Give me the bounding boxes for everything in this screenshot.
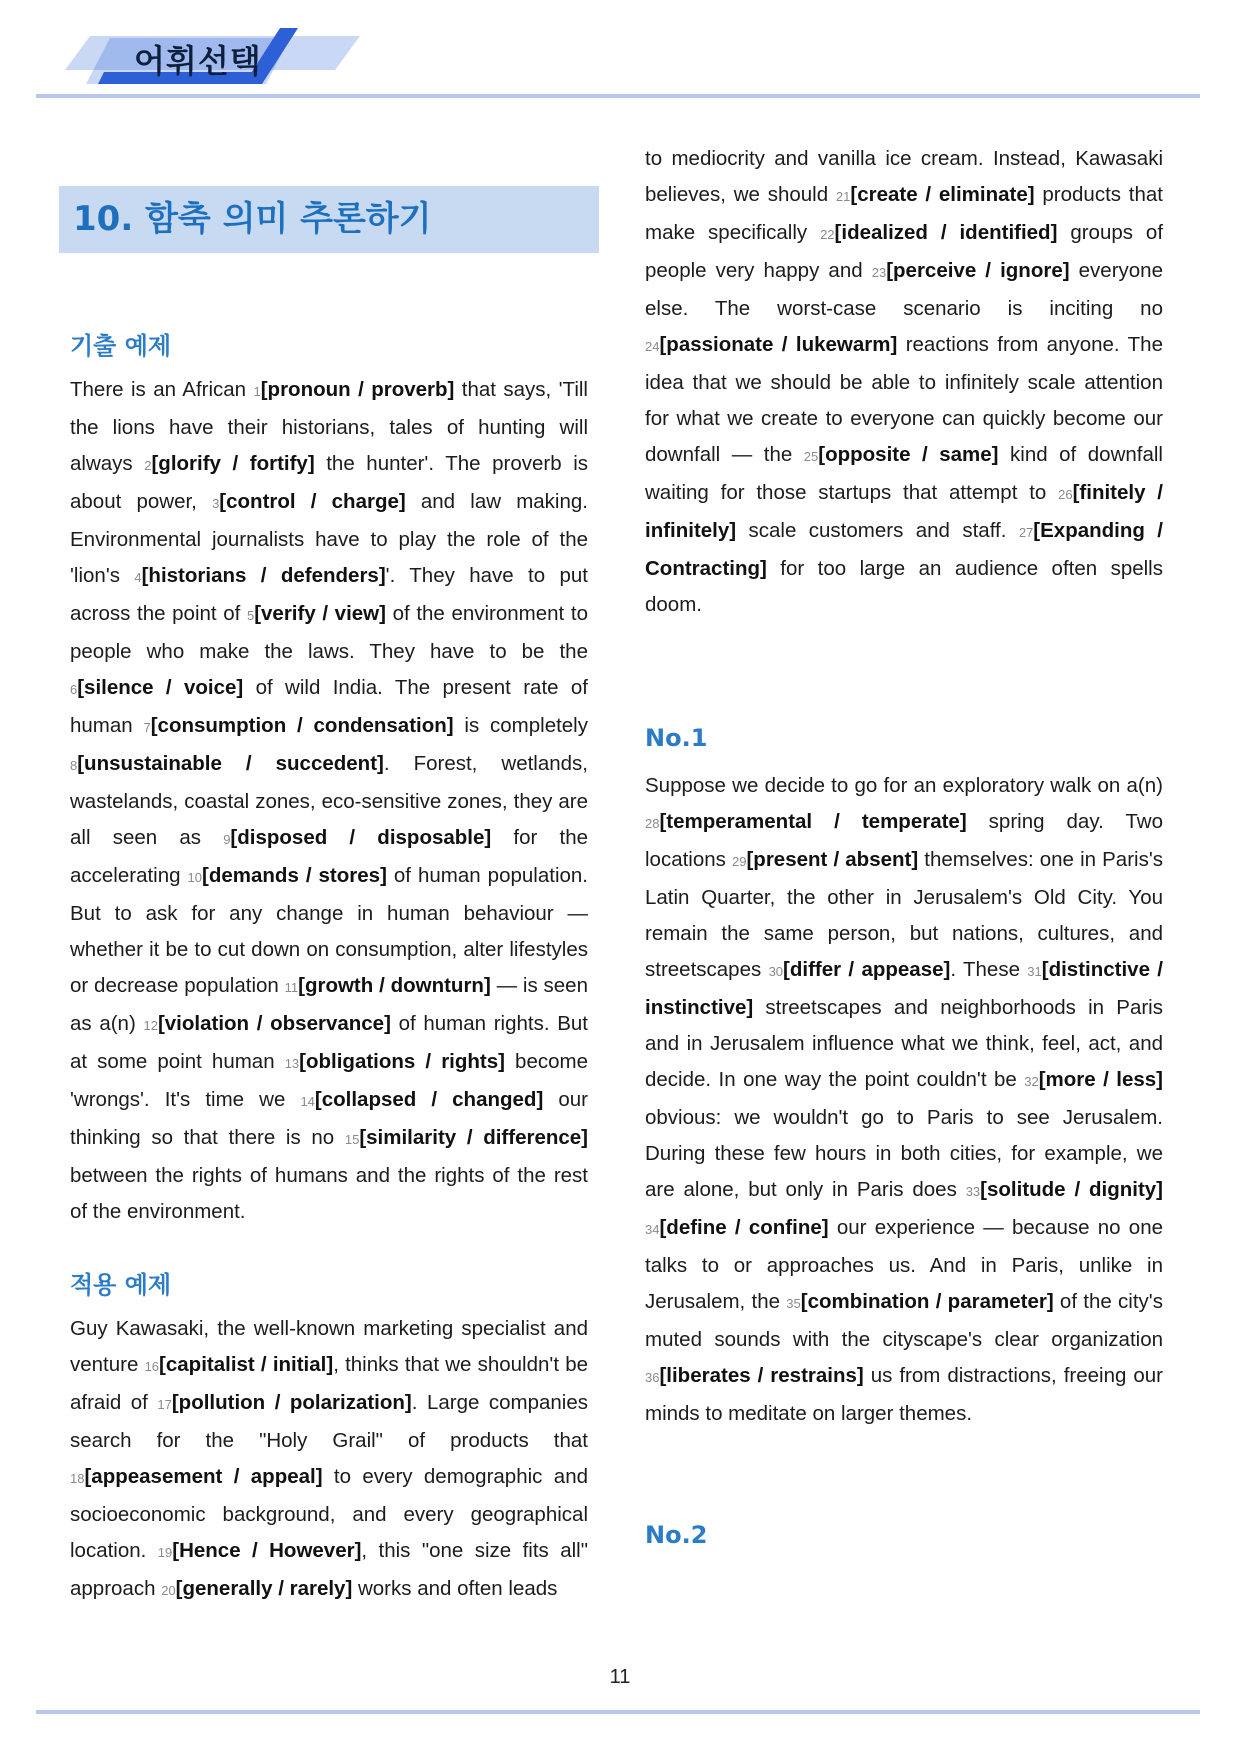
blank-number: 24 <box>645 339 660 354</box>
blank-number: 7 <box>143 720 151 735</box>
blank-number: 35 <box>786 1296 801 1311</box>
blank-number: 22 <box>820 227 835 242</box>
blank-number: 1 <box>253 384 261 399</box>
blank-number: 12 <box>143 1018 158 1033</box>
word-choice: [distinctive / instinctive] <box>645 958 1164 1019</box>
passage-right-2: Suppose we decide to go for an exploratory walk on a(n) 28[temperamental / temperate] spring day. Two locations 29[present / absent] themselves: one in Paris's Latin Quarter, the other in Jerusalem's Old City. You remain the same person, but nations, cultures, and streetscapes 30[differ / appease]. These 31[distinctive / instinctive] streetscapes and neighborhoods in Paris and in Jerusalem influence what we think, feel, act, and decide. In one way the point couldn't be 32[more / less] obvious: we wouldn't go to Paris to see Jerusalem. During these few hours in both cities, for example, we are alone, but only in Paris does 33[solitude / dignity] 34[define / confine] our experience — because no one talks to or approaches us. And in Paris, unlike in Jerusalem, the 35[combination / parameter] of the city's muted sounds with the cityscape's clear organization 36[liberates / restrains] us from distractions, freeing our minds to meditate on larger themes. <box>645 774 1164 1425</box>
word-choice: [appeasement / appeal] <box>84 1465 323 1488</box>
word-choice: [define / confine] <box>659 1216 829 1239</box>
blank-number: 31 <box>1027 964 1042 979</box>
blank-number: 18 <box>70 1471 85 1486</box>
header-label: 어휘선택 <box>134 42 262 80</box>
blank-number: 34 <box>645 1222 660 1237</box>
footer-rule <box>36 1710 1200 1714</box>
section-title: 10. 함축 의미 추론하기 <box>73 199 432 239</box>
word-choice: [combination / parameter] <box>800 1290 1054 1313</box>
word-choice: [liberates / restrains] <box>659 1364 864 1387</box>
page-number: 11 <box>609 1666 631 1688</box>
subhead-no1: No.1 <box>645 724 708 752</box>
section-title-box <box>59 186 599 253</box>
blank-number: 17 <box>157 1397 172 1412</box>
word-choice: [Hence / However] <box>172 1539 362 1562</box>
blank-number: 8 <box>70 758 78 773</box>
blank-number: 9 <box>223 832 231 847</box>
blank-number: 36 <box>645 1370 660 1385</box>
word-choice: [consumption / condensation] <box>150 714 454 737</box>
blank-number: 32 <box>1024 1074 1039 1089</box>
word-choice: [present / absent] <box>746 848 919 871</box>
word-choice: [generally / rarely] <box>175 1577 353 1600</box>
word-choice: [obligations / rights] <box>299 1050 505 1073</box>
word-choice: [more / less] <box>1038 1068 1163 1091</box>
blank-number: 5 <box>246 608 255 623</box>
blank-number: 25 <box>803 449 819 464</box>
blank-number: 15 <box>344 1132 360 1147</box>
word-choice: [control / charge] <box>219 490 406 513</box>
blank-number: 33 <box>965 1184 981 1199</box>
word-choice: [capitalist / initial] <box>159 1353 334 1376</box>
blank-number: 23 <box>871 265 887 280</box>
word-choice: [create / eliminate] <box>850 183 1035 206</box>
word-choice: [solitude / dignity] <box>980 1178 1164 1201</box>
word-choice: [Expanding / Contracting] <box>645 519 1164 580</box>
subhead-no2: No.2 <box>645 1521 708 1549</box>
passage-left-1: There is an African 1[pronoun / proverb] that says, 'Till the lions have their historians, tales of hunting will always 2[glorify / fortify] the hunter'. The proverb is about power, 3[control / charge] and law making. Environmental journalists have to play the role of the 'lion's 4[historians / defenders]'. They have to put across the point of 5[verify / view] of the environment to people who make the laws. They have to be the 6[silence / voice] of wild India. The present rate of human 7[consumption / condensation] is completely 8[unsustainable / succedent]. Forest, wetlands, wastelands, coastal zones, eco-sensitive zones, they are all seen as 9[disposed / disposable] for the accelerating 10[demands / stores] of human population. But to ask for any change in human behaviour — whether it be to cut down on consumption, alter lifestyles or decrease population 11[growth / downturn] — is seen as a(n) 12[violation / observance] of human rights. But at some point human 13[obligations / rights] become 'wrongs'. It's time we 14[collapsed / changed] our thinking so that there is no 15[similarity / difference] between the rights of humans and the rights of the rest of the environment. <box>70 378 589 1223</box>
passage-right-1: to mediocrity and vanilla ice cream. Instead, Kawasaki believes, we should 21[create / eliminate] products that make specifically 22[idealized / identified] groups of people very happy and 23[perceive / ignore] everyone else. The worst-case scenario is inciting no 24[passionate / lukewarm] reactions from anyone. The idea that we should be able to infinitely scale attention for what we create to everyone can quickly become our downfall — the 25[opposite / same] kind of downfall waiting for those startups that attempt to 26[finitely / infinitely] scale customers and staff. 27[Expanding / Contracting] for too large an audience often spells doom. <box>645 147 1164 616</box>
word-choice: [passionate / lukewarm] <box>659 333 898 356</box>
word-choice: [unsustainable / succedent] <box>77 752 384 775</box>
header-rule <box>36 94 1200 98</box>
blank-number: 2 <box>144 458 152 473</box>
blank-number: 6 <box>70 682 78 697</box>
subhead-apply: 적용 예제 <box>70 1271 172 1299</box>
blank-number: 26 <box>1058 487 1073 502</box>
blank-number: 30 <box>768 964 784 979</box>
word-choice: [silence / voice] <box>77 676 244 699</box>
blank-number: 10 <box>187 870 203 885</box>
word-choice: [finitely / infinitely] <box>645 481 1163 542</box>
word-choice: [demands / stores] <box>202 864 387 887</box>
word-choice: [pollution / polarization] <box>171 1391 412 1414</box>
word-choice: [verify / view] <box>254 602 386 625</box>
word-choice: [collapsed / changed] <box>314 1088 544 1111</box>
blank-number: 16 <box>144 1359 160 1374</box>
word-choice: [differ / appease] <box>783 958 951 981</box>
blank-number: 29 <box>732 854 747 869</box>
word-choice: [idealized / identified] <box>834 221 1058 244</box>
blank-number: 3 <box>212 496 220 511</box>
word-choice: [historians / defenders] <box>141 564 386 587</box>
blank-number: 21 <box>835 189 851 204</box>
blank-number: 13 <box>284 1056 300 1071</box>
word-choice: [temperamental / temperate] <box>659 810 967 833</box>
word-choice: [disposed / disposable] <box>230 826 492 849</box>
word-choice: [growth / downturn] <box>298 974 491 997</box>
blank-number: 14 <box>300 1094 315 1109</box>
blank-number: 4 <box>134 570 142 585</box>
blank-number: 27 <box>1018 525 1034 540</box>
passage-left-2: Guy Kawasaki, the well-known marketing specialist and venture 16[capitalist / initial], thinks that we shouldn't be afraid of 17[pollution / polarization]. Large companies search for the "Holy Grail" of products that 18[appeasement / appeal] to every demographic and socioeconomic background, and every geographical location. 19[Hence / However], this "one size fits all" approach 20[generally / rarely] works and often leads <box>70 1317 589 1600</box>
blank-number: 19 <box>157 1545 173 1560</box>
blank-number: 28 <box>645 816 660 831</box>
word-choice: [perceive / ignore] <box>886 259 1070 282</box>
word-choice: [similarity / difference] <box>359 1126 589 1149</box>
blank-number: 11 <box>284 980 299 995</box>
word-choice: [pronoun / proverb] <box>260 378 455 401</box>
word-choice: [glorify / fortify] <box>151 452 315 475</box>
blank-number: 20 <box>161 1583 176 1598</box>
word-choice: [violation / observance] <box>157 1012 391 1035</box>
word-choice: [opposite / same] <box>818 443 999 466</box>
subhead-example: 기출 예제 <box>70 332 172 360</box>
